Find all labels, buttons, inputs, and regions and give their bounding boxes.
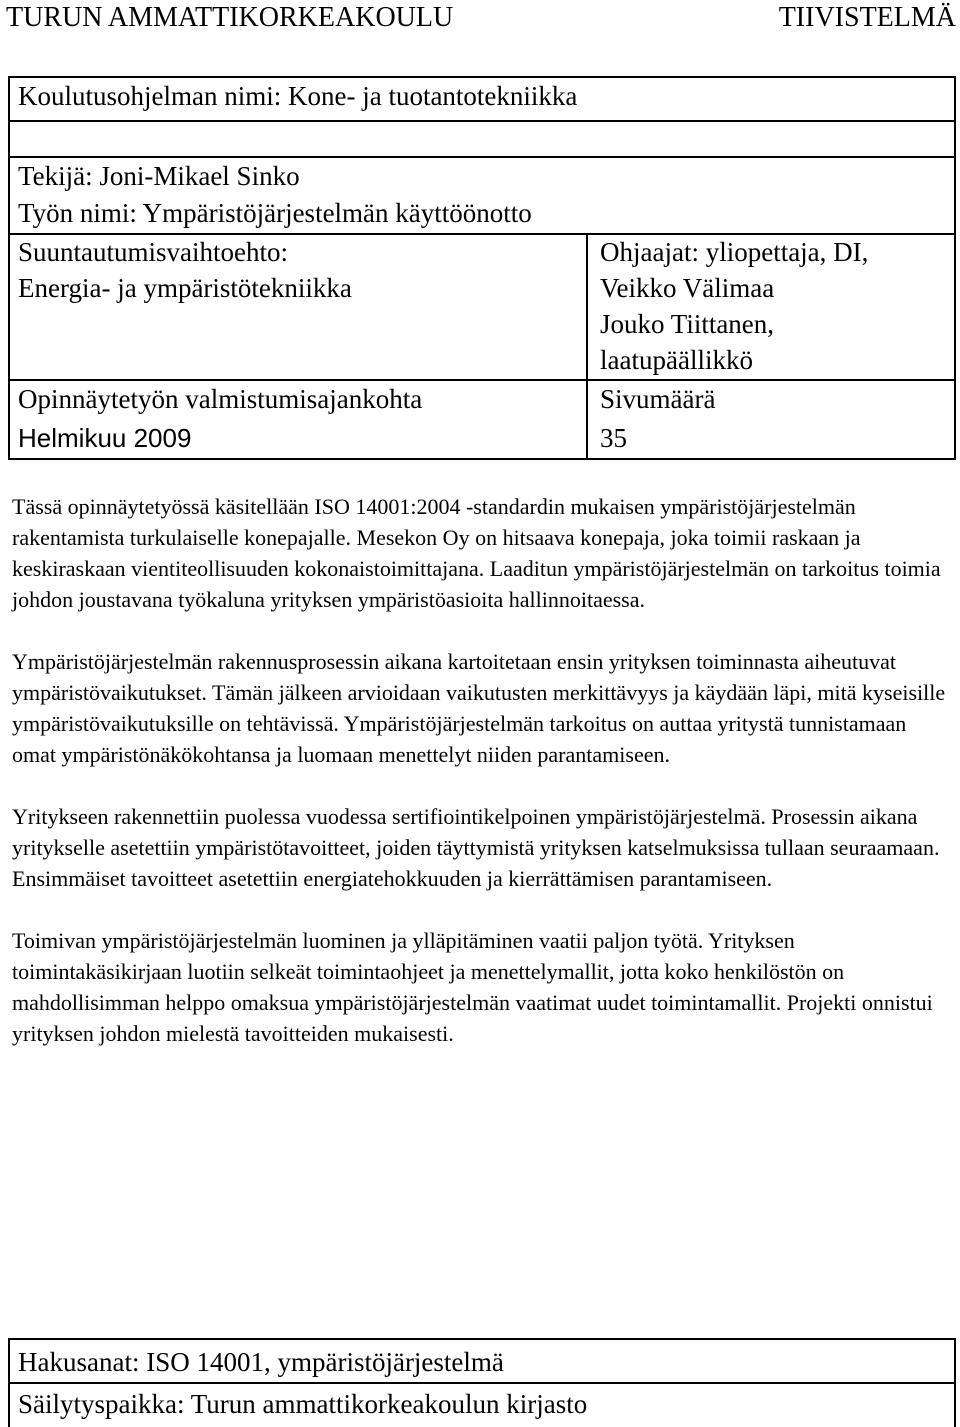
completion-pages-row [10,381,954,458]
supervisor-line-3: Jouko Tiittanen, [600,309,775,339]
specialization-value: Energia- ja ympäristötekniikka [18,273,352,303]
programme-text: Koulutusohjelman nimi: Kone- ja tuotantotekniikka [18,81,578,111]
document-type: TIIVISTELMÄ [778,2,956,33]
programme-row [10,78,954,122]
supervisor-line-2: Veikko Välimaa [600,273,775,303]
supervisor-line-1: Ohjaajat: yliopettaja, DI, [600,237,869,267]
abstract-paragraph: Tässä opinnäytetyössä käsitellään ISO 14001:2004 -standardin mukaisen ympäristöjärjestelmän rakentamista turkulaiselle konepajalle. Mesekon Oy on hitsaava konepaja, joka toimii raskaan ja keskiraskaan vientiteollisuuden kokonaistoimittajana. Laaditun ympäristöjärjestelmän on tarkoitus toimia johdon joustavana työkaluna yrityksen ympäristöasioita hallinnoitaessa. [12,494,941,612]
pages-label: Sivumäärä [600,384,716,414]
keywords-row [10,1340,954,1384]
empty-row [10,122,954,158]
completion-label: Opinnäytetyön valmistumisajankohta [18,384,423,414]
footer-table [8,1338,956,1427]
abstract-paragraph: Ympäristöjärjestelmän rakennusprosessin aikana kartoitetaan ensin yrityksen toiminnasta aiheutuvat ympäristövaikutukset. Tämän jälkeen arvioidaan vaikutusten merkittävyys ja käydään läpi, mitä kyseisille ympäristövaikutuksille on tehtävissä. Ympäristöjärjestelmän tarkoitus on auttaa yritystä tunnistamaan omat ympäristönäkökohtansa ja luomaan menettelyt niiden parantamiseen. [12,649,946,767]
abstract-paragraph: Yritykseen rakennettiin puolessa vuodessa sertifiointikelpoinen ympäristöjärjestelmä. Prosessin aikana yritykselle asetettiin ympäristötavoitteet, joiden täyttymistä yrityksen katselmuksissa tullaan seuraamaan. Ensimmäiset tavoitteet asetettiin energiatehokkuuden ja kierrättämisen parantamiseen. [12,804,940,891]
abstract-paragraph: Toimivan ympäristöjärjestelmän luominen ja ylläpitäminen vaatii paljon työtä. Yrityksen toimintakäsikirjaan luotiin selkeät toimintaohjeet ja menettelymallit, jotta koko henkilöstön on mahdollisimman helppo omaksua ympäristöjärjestelmän vaatimat uudet toimintamallit. Projekti onnistui yrityksen johdon mielestä tavoitteiden mukaisesti. [12,928,933,1046]
supervisor-line-4: laatupäällikkö [600,345,753,375]
info-table [8,76,956,460]
thesis-title-text: Työn nimi: Ympäristöjärjestelmän käyttöönotto [18,198,532,228]
author-text: Tekijä: Joni-Mikael Sinko [18,161,300,191]
storage-location-text: Säilytyspaikka: Turun ammattikorkeakoulun kirjasto [18,1389,588,1419]
column-divider [586,235,588,458]
abstract-body [12,491,952,1080]
keywords-text: Hakusanat: ISO 14001, ympäristöjärjestelmä [18,1347,504,1377]
pages-value: 35 [600,423,627,453]
institution-name: TURUN AMMATTIKORKEAKOULU [6,2,454,33]
completion-value: Helmikuu 2009 [18,423,192,453]
specialization-label: Suuntautumisvaihtoehto: [18,237,288,267]
author-title-row [10,158,954,235]
